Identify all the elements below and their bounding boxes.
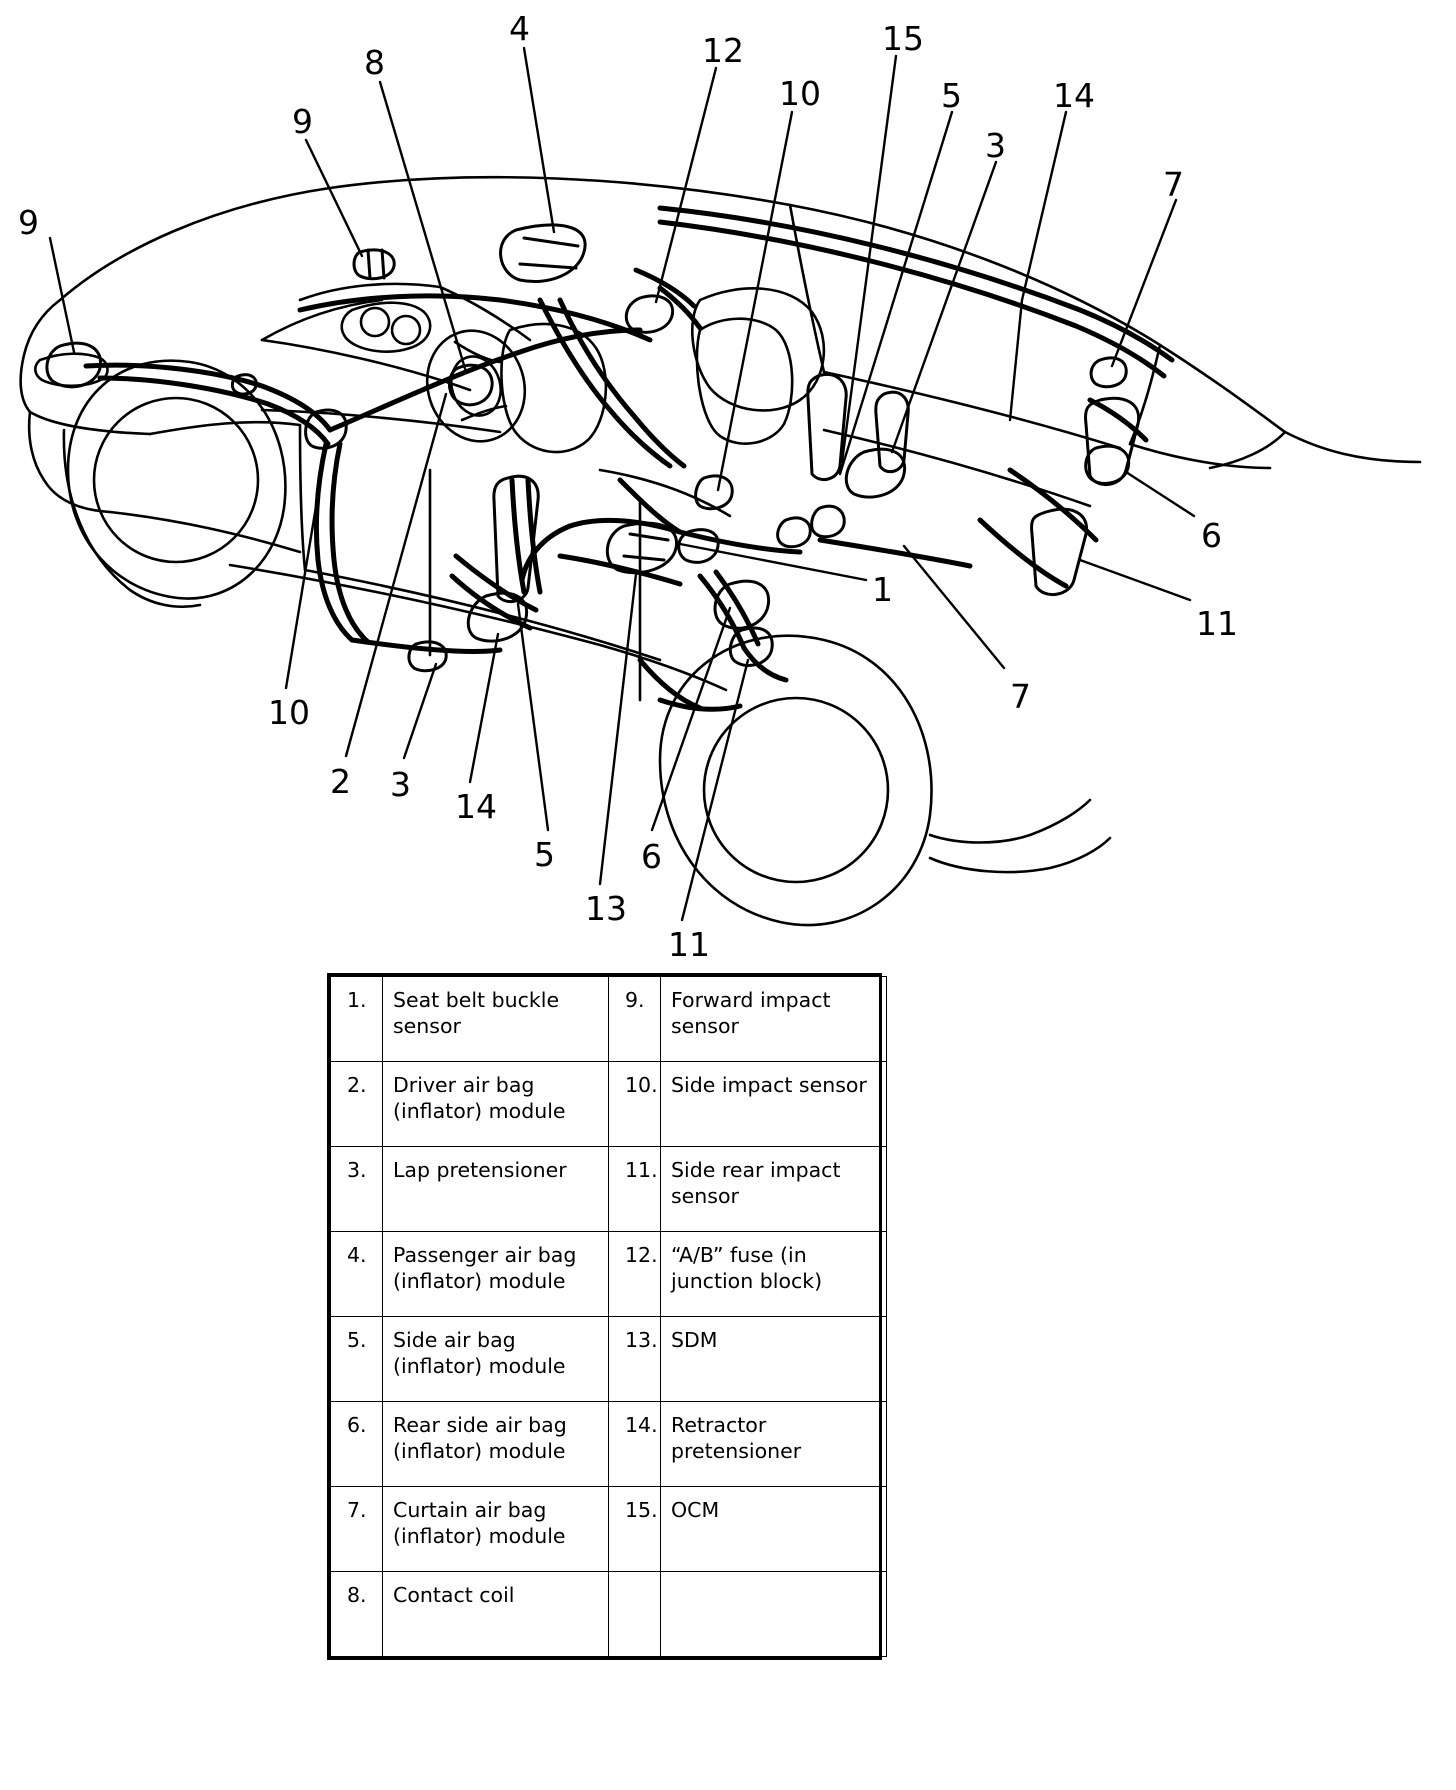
callout-15: 15 bbox=[882, 19, 924, 58]
legend-label: Retractor pretensioner bbox=[661, 1402, 887, 1487]
legend-label: Seat belt buckle sensor bbox=[383, 977, 609, 1062]
callout-14-right: 14 bbox=[1053, 76, 1095, 115]
callout-10-right: 10 bbox=[779, 74, 821, 113]
callout-12: 12 bbox=[702, 31, 744, 70]
callout-7-top: 7 bbox=[1163, 165, 1184, 204]
callout-3-left: 3 bbox=[390, 765, 411, 804]
callout-14-left: 14 bbox=[455, 787, 497, 826]
legend-label: SDM bbox=[661, 1317, 887, 1402]
legend-number: 8. bbox=[331, 1572, 383, 1657]
legend-label: Lap pretensioner bbox=[383, 1147, 609, 1232]
table-row bbox=[331, 1232, 887, 1317]
legend-label: Curtain air bag (inflator) module bbox=[383, 1487, 609, 1572]
legend-label: Driver air bag (inflator) module bbox=[383, 1062, 609, 1147]
legend-number: 14. bbox=[609, 1402, 661, 1487]
legend-number: 10. bbox=[609, 1062, 661, 1147]
table-row bbox=[331, 1487, 887, 1572]
callout-6-right: 6 bbox=[1201, 516, 1222, 555]
callout-1: 1 bbox=[872, 570, 893, 609]
legend-number: 2. bbox=[331, 1062, 383, 1147]
table-row bbox=[331, 1402, 887, 1487]
callout-5-right: 5 bbox=[941, 76, 962, 115]
table-row bbox=[331, 1147, 887, 1232]
callout-10-left: 10 bbox=[268, 693, 310, 732]
callout-9-front: 9 bbox=[18, 203, 39, 242]
legend-label: Rear side air bag (inflator) module bbox=[383, 1402, 609, 1487]
table-row bbox=[331, 977, 887, 1062]
callout-9-cowl: 9 bbox=[292, 102, 313, 141]
callout-13: 13 bbox=[585, 889, 627, 928]
callout-2: 2 bbox=[330, 762, 351, 801]
legend-number: 6. bbox=[331, 1402, 383, 1487]
legend-number: 3. bbox=[331, 1147, 383, 1232]
callout-4: 4 bbox=[509, 9, 530, 48]
callout-11-left: 11 bbox=[668, 925, 710, 964]
legend-label: Side rear impact sensor bbox=[661, 1147, 887, 1232]
callout-5-left: 5 bbox=[534, 835, 555, 874]
legend-number: 15. bbox=[609, 1487, 661, 1572]
legend-label: Forward impact sensor bbox=[661, 977, 887, 1062]
legend-number: 9. bbox=[609, 977, 661, 1062]
legend-label: Side impact sensor bbox=[661, 1062, 887, 1147]
callout-8: 8 bbox=[364, 43, 385, 82]
legend-number: 12. bbox=[609, 1232, 661, 1317]
legend-number: 13. bbox=[609, 1317, 661, 1402]
legend-number: 11. bbox=[609, 1147, 661, 1232]
callout-3-right: 3 bbox=[985, 126, 1006, 165]
table-row bbox=[331, 1572, 887, 1657]
legend-label: Contact coil bbox=[383, 1572, 609, 1657]
legend-number: 4. bbox=[331, 1232, 383, 1317]
legend-number-empty bbox=[609, 1572, 661, 1657]
legend-label: “A/B” fuse (in junction block) bbox=[661, 1232, 887, 1317]
table-row bbox=[331, 1317, 887, 1402]
legend-label: Side air bag (inflator) module bbox=[383, 1317, 609, 1402]
legend-table bbox=[327, 973, 882, 1660]
callout-11-right: 11 bbox=[1196, 604, 1238, 643]
legend-label-empty bbox=[661, 1572, 887, 1657]
legend-label: Passenger air bag (inflator) module bbox=[383, 1232, 609, 1317]
callout-7-lower: 7 bbox=[1010, 677, 1031, 716]
callout-6-left: 6 bbox=[641, 837, 662, 876]
table-row bbox=[331, 1062, 887, 1147]
legend-number: 1. bbox=[331, 977, 383, 1062]
legend-label: OCM bbox=[661, 1487, 887, 1572]
legend-number: 5. bbox=[331, 1317, 383, 1402]
legend-number: 7. bbox=[331, 1487, 383, 1572]
